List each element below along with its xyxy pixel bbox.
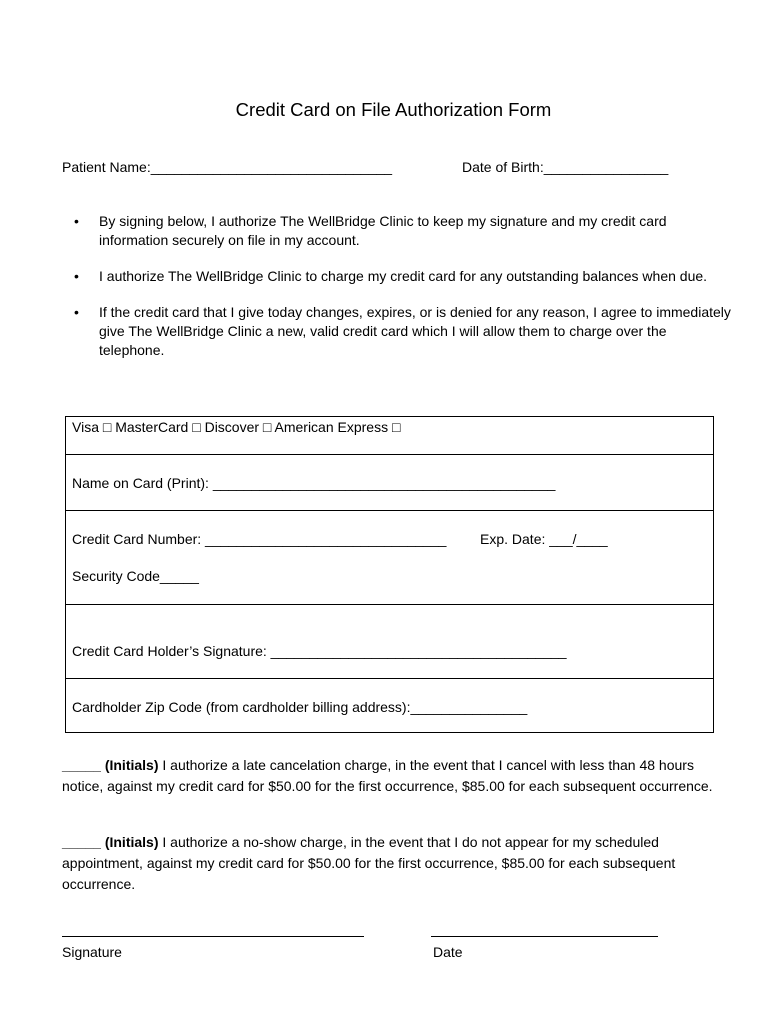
initials-label: (Initials) — [104, 834, 159, 850]
security-code-field[interactable]: Security Code_____ — [72, 568, 199, 584]
initials-blank[interactable]: _____ — [62, 834, 101, 850]
charge-text: I authorize a late cancelation charge, in the event that I cancel with less than 48 hours notice, against my credit card for $50.00 for the first occurrence, $85.00 for each subsequent occurrence. — [62, 757, 713, 794]
table-divider — [66, 454, 713, 455]
signature-label: Signature — [62, 944, 122, 960]
zip-code-field[interactable]: Cardholder Zip Code (from cardholder billing address):_______________ — [72, 699, 528, 715]
bullet-item — [62, 267, 732, 286]
no-show-authorization — [62, 832, 732, 895]
charge-text: I authorize a no-show charge, in the event that I do not appear for my scheduled appointment, against my credit card for $50.00 for the first occurrence, $85.00 for each subsequent occurrence. — [62, 834, 676, 892]
card-number-field[interactable]: Credit Card Number: _______________________________ — [72, 531, 447, 547]
bullet-text: If the credit card that I give today changes, expires, or is denied for any reason, I agree to immediately give The WellBridge Clinic a new, valid credit card which I will allow them to charge over the telephone. — [99, 304, 731, 358]
table-divider — [66, 604, 713, 605]
signature-line[interactable] — [62, 936, 364, 937]
date-of-birth-field[interactable]: Date of Birth:________________ — [462, 159, 669, 175]
cardholder-signature-field[interactable]: Credit Card Holder’s Signature: ______________________________________ — [72, 643, 567, 659]
exp-date-field[interactable]: Exp. Date: ___/____ — [480, 531, 608, 547]
credit-card-table — [65, 416, 714, 733]
bullet-text: I authorize The WellBridge Clinic to charge my credit card for any outstanding balances when due. — [99, 268, 708, 284]
table-divider — [66, 678, 713, 679]
authorization-bullets — [62, 212, 732, 377]
bullet-text: By signing below, I authorize The WellBridge Clinic to keep my signature and my credit card information securely on file in my account. — [99, 213, 667, 248]
late-cancel-authorization — [62, 755, 732, 797]
table-divider — [66, 510, 713, 511]
patient-name-field[interactable]: Patient Name:_______________________________ — [62, 159, 393, 175]
form-title: Credit Card on File Authorization Form — [235, 99, 552, 120]
name-on-card-field[interactable]: Name on Card (Print): ____________________________________________ — [72, 475, 556, 491]
initials-label: (Initials) — [104, 757, 159, 773]
date-line[interactable] — [431, 936, 658, 937]
bullet-item — [62, 303, 732, 360]
bullet-icon: • — [74, 268, 79, 284]
initials-blank[interactable]: _____ — [62, 757, 101, 773]
bullet-icon: • — [74, 304, 79, 320]
bullet-icon: • — [74, 213, 79, 229]
date-label: Date — [433, 944, 463, 960]
card-type-options[interactable]: Visa □ MasterCard □ Discover □ American Express □ — [72, 419, 401, 435]
bullet-item — [62, 212, 732, 250]
